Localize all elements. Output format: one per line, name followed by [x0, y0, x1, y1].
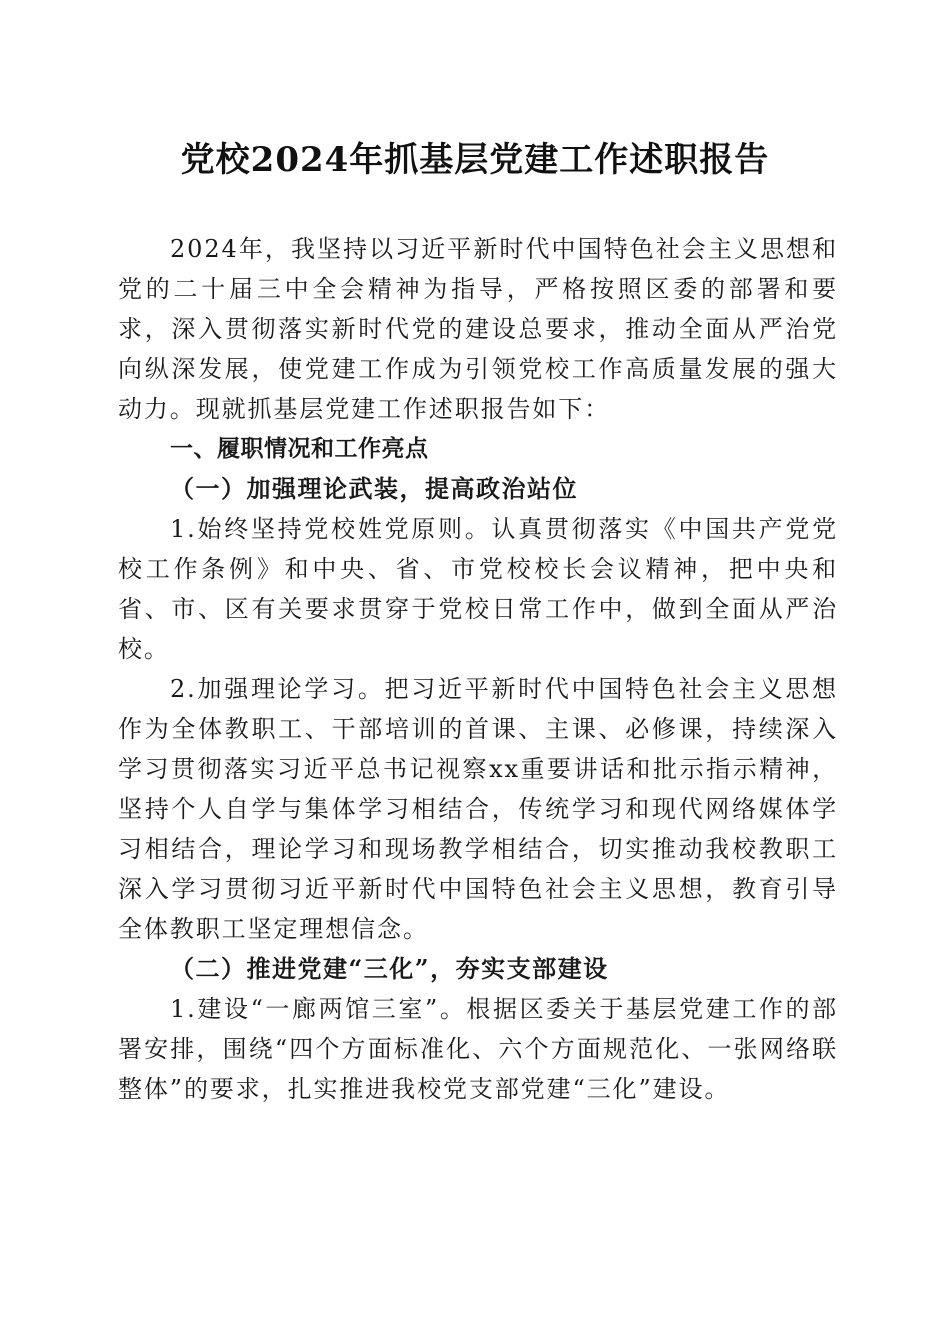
subsection-heading-2: （二）推进党建“三化”，夯实支部建设 [170, 954, 609, 983]
paragraph-1-2: 2.加强理论学习。把习近平新时代中国特色社会主义思想作为全体教职工、干部培训的首课、主课、必修课，持续深入学习贯彻落实习近平总书记视察xx重要讲话和批示指示精神，坚持个人自学与集体学习相结合，传统学习和现代网络媒体学习相结合，理论学习和现场教学相结合，切实推动我校教职工深入学习贯彻习近平新时代中国特色社会主义思想，教育引导全体教职工坚定理想信念。 [118, 675, 838, 943]
intro-paragraph: 2024年，我坚持以习近平新时代中国特色社会主义思想和党的二十届三中全会精神为指导，严格按照区委的部署和要求，深入贯彻落实新时代党的建设总要求，推动全面从严治党向纵深发展，使党建工作成为引领党校工作高质量发展的强大动力。现就抓基层党建工作述职报告如下： [118, 235, 838, 423]
paragraph-2-1: 1.建设“一廊两馆三室”。根据区委关于基层党建工作的部署安排，围绕“四个方面标准化、六个方面规范化、一张网络联整体”的要求，扎实推进我校党支部党建“三化”建设。 [118, 995, 838, 1103]
document-title: 党校2024年抓基层党建工作述职报告 [180, 140, 770, 180]
paragraph-1-1: 1.始终坚持党校姓党原则。认真贯彻落实《中国共产党党校工作条例》和中央、省、市党校校长会议精神，把中央和省、市、区有关要求贯穿于党校日常工作中，做到全面从严治校。 [118, 515, 838, 663]
document-body [118, 229, 838, 1109]
section-heading-1: 一、履职情况和工作亮点 [170, 436, 429, 462]
subsection-heading-1: （一）加强理论武装，提高政治站位 [170, 474, 578, 503]
